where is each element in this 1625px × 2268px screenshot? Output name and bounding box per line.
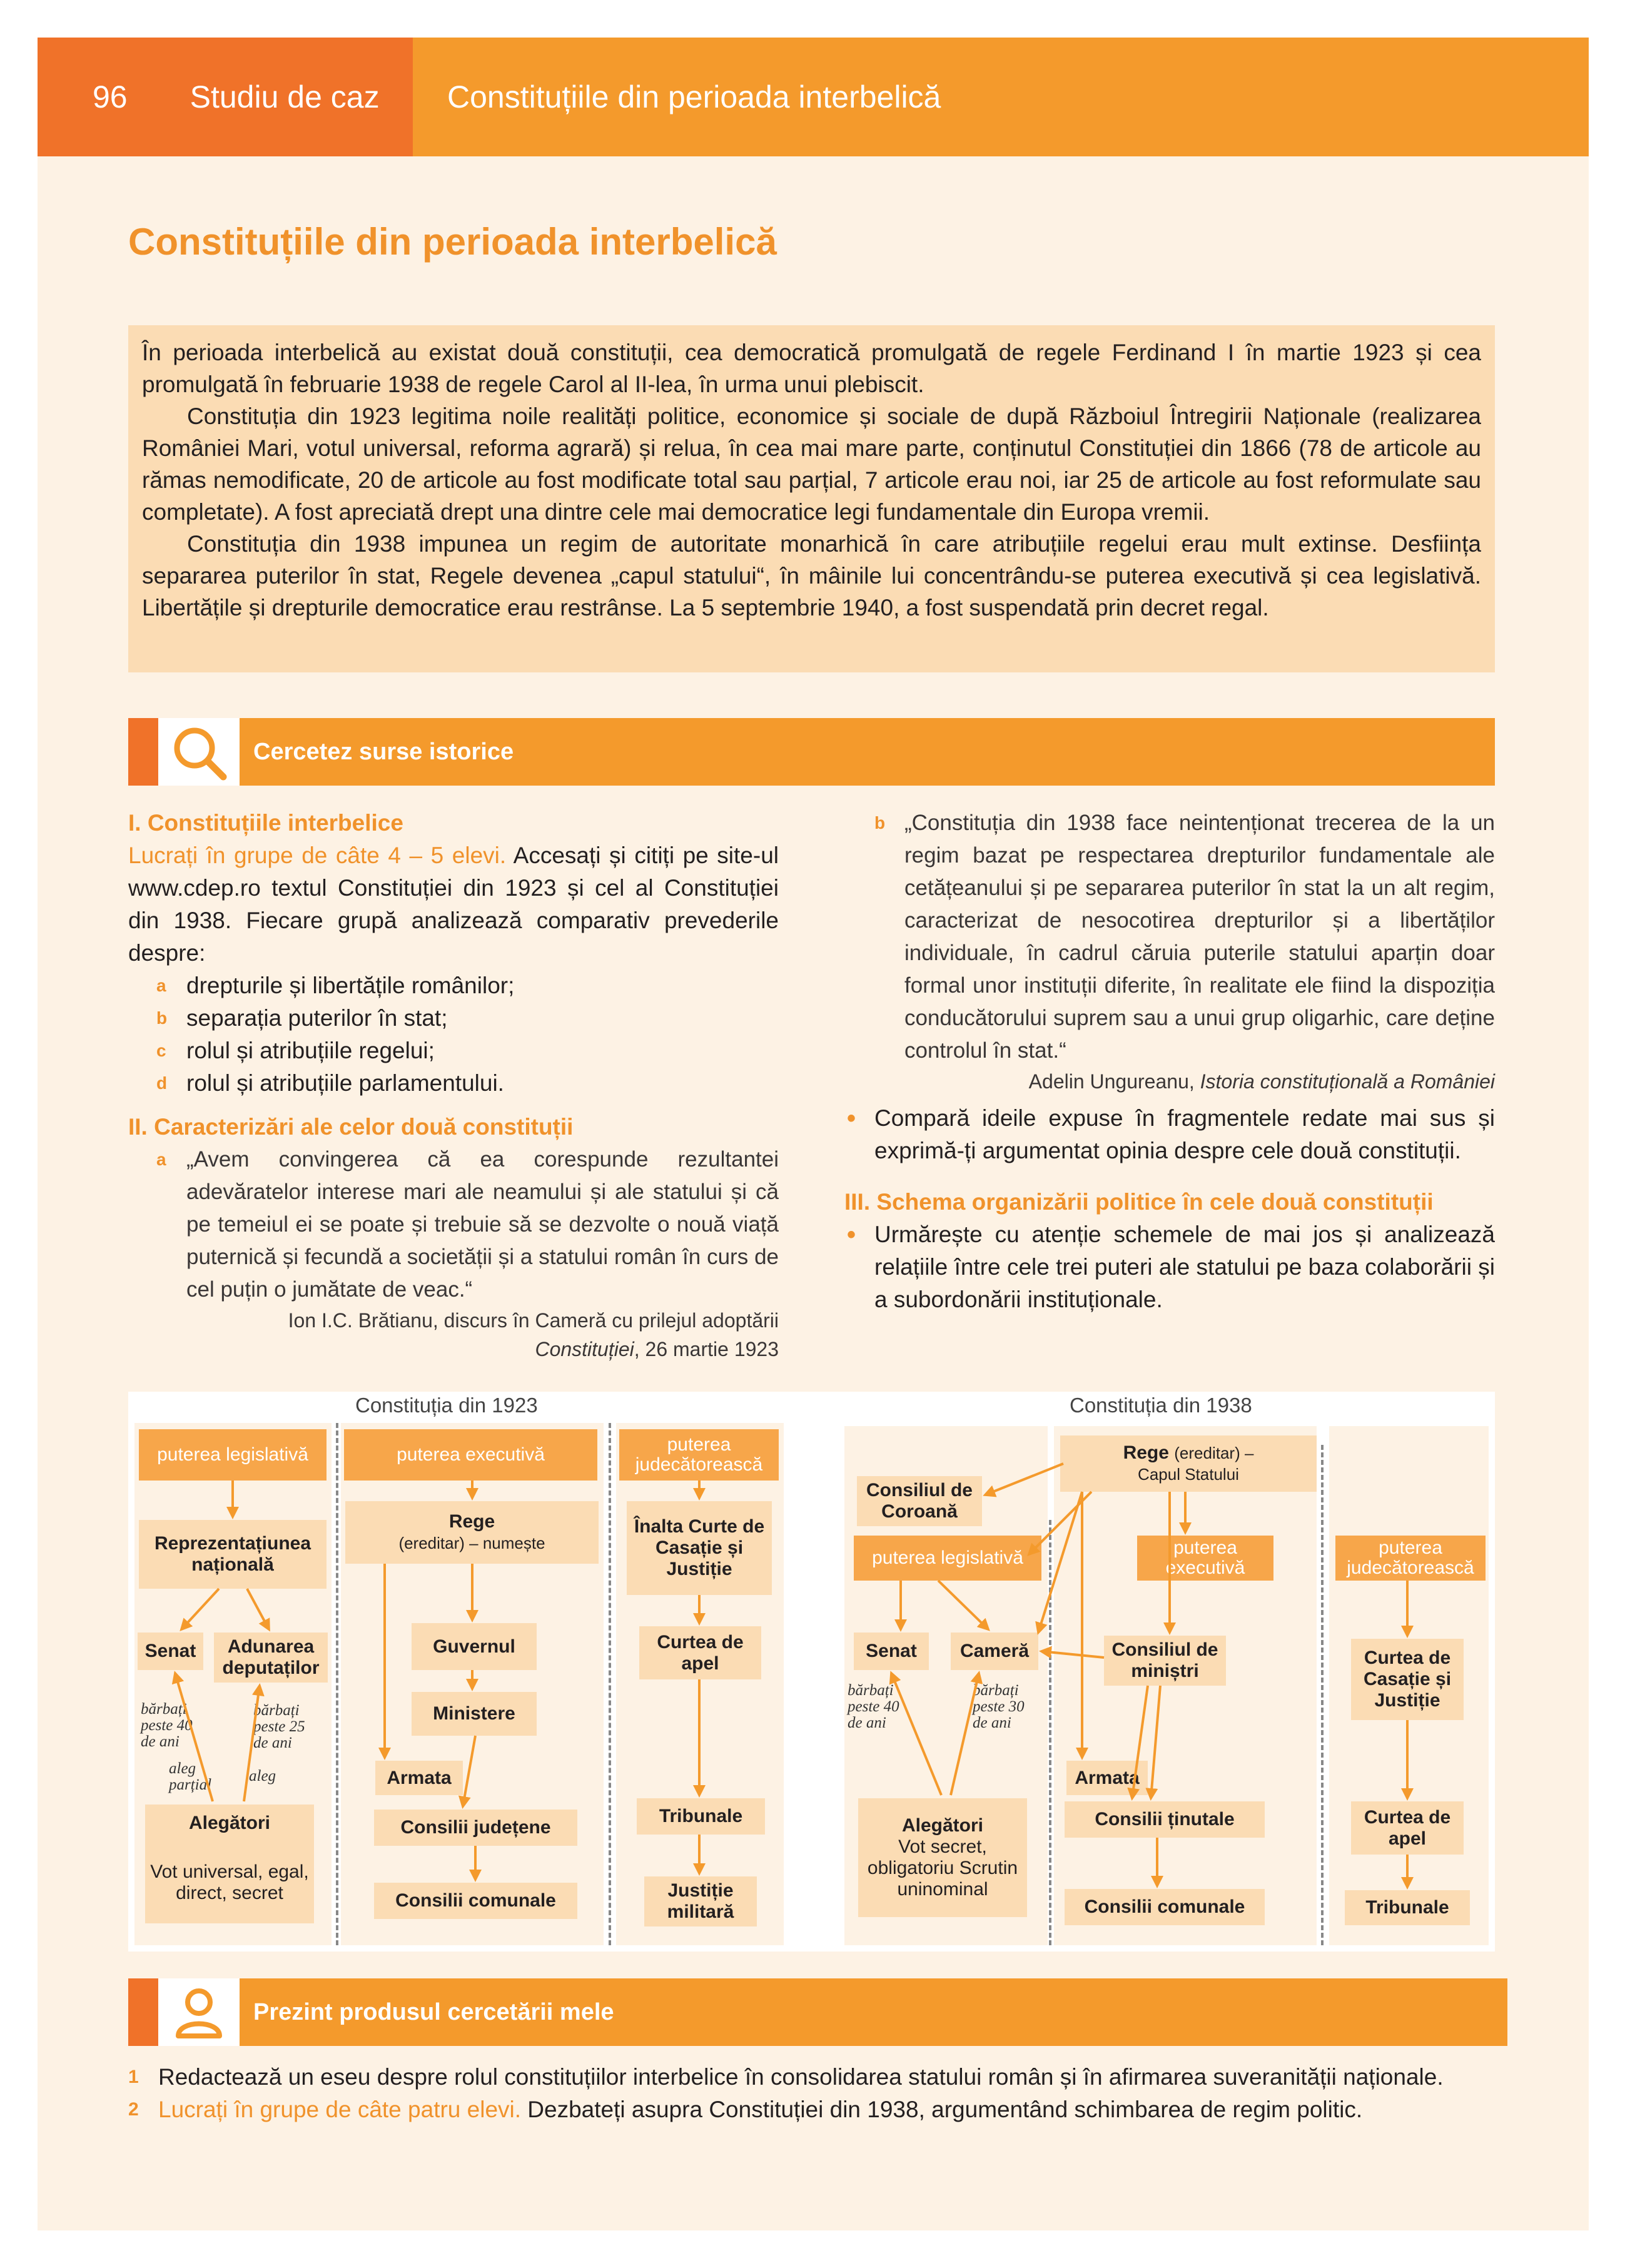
diagram-1938-consilii-tinutale: Consilii ținutale bbox=[1065, 1801, 1265, 1838]
list-item: b separația puterilor în stat; bbox=[156, 1005, 448, 1031]
diagram-1923-senat-note: bărbați peste 40 de ani bbox=[141, 1701, 193, 1750]
quote-b-text: „Constituția din 1938 face neintenționat trecerea de la un regim bazat pe respectarea drepturilor fundamentale ale cetățeanului și pe separarea puterilor în stat la un alt regim, caracterizat de nesocotirea drepturilor și a libertăților individuale, în cadrul căruia puterile statului aparțin doar formal unor instituții diferite, în realitate ele fiind la dispoziția conducătorului suprem sau a unui grup oligarhic, care deține controlul în stat.“ bbox=[904, 811, 1495, 1063]
present-band bbox=[128, 1978, 1507, 2046]
diagram-1938-executive-header: puterea executivă bbox=[1137, 1536, 1273, 1581]
intro-p3: Constituția din 1938 impunea un regim de autoritate monarhică în care atribuțiile regelui erau mult extinse. Desființa separarea puterilor în stat, Regele devenea „capul statului“, în mâinile lui concentrându-se puterea executivă și cea legislativă. Libertățile și drepturile democratice erau restrânse. La 5 septembrie 1940, a fost suspendată prin decret regal. bbox=[142, 531, 1481, 620]
diagram-1938-senat-note: bărbați peste 40 de ani bbox=[848, 1682, 899, 1731]
person-icon bbox=[158, 1978, 240, 2046]
diagram-1923-consilii-judetene: Consilii județene bbox=[374, 1810, 577, 1846]
section1-heading: I. Constituțiile interbelice bbox=[128, 810, 403, 836]
diagram-1923-justitie-militara: Justiție militară bbox=[644, 1876, 757, 1926]
diagram-1938-consiliul-coroana: Consiliul de Coroană bbox=[857, 1476, 982, 1526]
diagram-1938-senat: Senat bbox=[854, 1633, 929, 1670]
diagram-1923-aleg: aleg bbox=[249, 1768, 276, 1785]
diagram-1938-consilii-comunale: Consilii comunale bbox=[1065, 1889, 1265, 1925]
section3-heading: III. Schema organizării politice în cele două constituții bbox=[844, 1189, 1434, 1215]
diagram-1938-camera-note: bărbați peste 30 de ani bbox=[973, 1682, 1025, 1731]
diagram-1923-ministere: Ministere bbox=[412, 1692, 537, 1736]
task-item: 2 Lucrați în grupe de câte patru elevi. Dezbateți asupra Constituției din 1938, argumentând schimbarea de regim politic. bbox=[128, 2097, 1363, 2122]
quote-b: b „Constituția din 1938 face neintenționat trecerea de la un regim bazat pe respectarea drepturilor fundamentale ale cetățeanului și pe separarea puterilor în stat la un alt regim, caracterizat de nesocotirea drepturilor și a libertăților individuale, în cadrul căruia puterile statului aparțin doar formal unor instituții diferite, în realitate ele fiind la dispoziția conducătorului suprem sau a unui grup oligarhic, care deține controlul în stat.“ bbox=[874, 807, 1495, 1067]
list-item: c rolul și atribuțiile regelui; bbox=[156, 1038, 435, 1063]
diagram-1938-camera: Cameră bbox=[951, 1633, 1038, 1670]
section-label: Studiu de caz bbox=[190, 79, 380, 114]
list-item: a drepturile și libertățile românilor; bbox=[156, 973, 515, 998]
diagram-1923-legislative-header: puterea legislativă bbox=[139, 1429, 327, 1481]
diagram-1923-curtea-apel: Curtea de apel bbox=[639, 1626, 761, 1679]
diagram-1923-consilii-comunale: Consilii comunale bbox=[374, 1883, 577, 1919]
diagram-1923-adunarea-note: bărbați peste 25 de ani bbox=[253, 1702, 305, 1751]
chapter-label: Constituțiile din perioada interbelică bbox=[447, 79, 941, 114]
diagram-1923-adunarea: Adunarea deputaților bbox=[214, 1633, 328, 1683]
task-item: 1 Redactează un eseu despre rolul constituțiilor interbelice în consolidarea statului român și în afirmarea suveranității naționale. bbox=[128, 2064, 1444, 2090]
diagram-1923-rep-nationala: Reprezentațiunea națională bbox=[139, 1520, 327, 1589]
diagram-1923-vot: Vot universal, egal, direct, secret bbox=[145, 1842, 314, 1923]
quote-a: a „Avem convingerea că ea corespunde rezultantei adevăratelor interese mari ale neamului și ale statului și că pe temeiul ei se poate și trebuie să se dezvolte o nouă viață puternică și fecundă a societății și a statului român în curs de cel puțin o jumătate de veac.“ bbox=[156, 1143, 779, 1306]
diagram-1923-alegatori: Alegători bbox=[145, 1805, 314, 1842]
diagram-1938-judicial-header: puterea judecătorească bbox=[1335, 1536, 1486, 1581]
section1-instructions: Lucrați în grupe de câte 4 – 5 elevi. Accesați și citiți pe site-ul www.cdep.ro textul Constituției din 1923 și cel al Constituției din 1938. Fiecare grupă analizează comparativ prevederile despre: bbox=[128, 843, 779, 966]
page-title: Constituțiile din perioada interbelică bbox=[128, 221, 777, 263]
list-item: d rolul și atribuțiile parlamentului. bbox=[156, 1070, 504, 1096]
diagram-1923-executive-header: puterea executivă bbox=[344, 1429, 597, 1481]
diagram-1923-aleg-partial: aleg parțial bbox=[169, 1760, 212, 1793]
quote-b-source: Adelin Ungureanu, Istoria constituțională a României bbox=[1028, 1070, 1495, 1093]
diagram-1938-curtea-apel: Curtea de apel bbox=[1351, 1801, 1464, 1855]
diagram-1923-tribunale: Tribunale bbox=[637, 1798, 765, 1835]
diagram-1938-consiliul-ministri: Consiliul de miniștri bbox=[1104, 1636, 1226, 1686]
diagram-1938-curtea-casatie: Curtea de Casație și Justiție bbox=[1351, 1639, 1464, 1720]
diagram-1923-inalta-curte: Înalta Curte de Casație și Justiție bbox=[627, 1501, 772, 1595]
tasks-list bbox=[128, 2061, 1498, 2126]
intro-p2: Constituția din 1923 legitima noile realități politice, economice și sociale de după Războiul Întregirii Naționale (realizarea României Mari, votul universal, reforma agrară) și relua, în cea mai mare parte, conținutul Constituției din 1866 (78 de articole au rămas nemodificate, 20 de articole au fost modificate total sau parțial, 7 articole erau noi, iar 25 de articole au fost reformulate sau completate). A fost apreciată drept una dintre cele mai democratice legi fundamentale din Europa vremii. bbox=[142, 403, 1481, 525]
intro-p1: În perioada interbelică au existat două constituții, cea democratică promulgată de regele Ferdinand I în martie 1923 și cea promulgată în februarie 1938 de regele Carol al II-lea, în urma unui plebiscit. bbox=[142, 340, 1481, 397]
diagram-1923-armata: Armata bbox=[375, 1761, 463, 1795]
diagram-1923-senat: Senat bbox=[138, 1633, 203, 1670]
section3-bullet: • Urmărește cu atenție schemele de mai jos și analizează relațiile între cele trei puteri ale statului pe baza colaborării și a subordonării instituționale. bbox=[847, 1221, 1495, 1312]
quote-a-text: „Avem convingerea că ea corespunde rezultantei adevăratelor interese mari ale neamului și ale statului și că pe temeiul ei se poate și trebuie să se dezvolte o nouă viață puternică și fecundă a societății și a statului român în curs de cel puțin o jumătate de veac.“ bbox=[186, 1147, 779, 1302]
diagram-1938-tribunale: Tribunale bbox=[1345, 1890, 1470, 1925]
present-band-label: Prezint produsul cercetării mele bbox=[253, 1999, 614, 2025]
diagram-1923-rege: Rege (ereditar) – numește bbox=[345, 1501, 599, 1564]
section2-bullet: • Compară ideile expuse în fragmentele redate mai sus și exprimă-ți argumentat opinia despre cele două constituții. bbox=[847, 1105, 1495, 1163]
research-band-label: Cercetez surse istorice bbox=[253, 739, 514, 765]
diagram-1923-judicial-header: puterea judecătorească bbox=[619, 1429, 779, 1481]
quote-a-source: Ion I.C. Brătianu, discurs în Cameră cu prilejul adoptării Constituției, 26 martie 1923 bbox=[288, 1309, 779, 1360]
diagram-1938-rege: Rege (ereditar) – Capul Statului bbox=[1060, 1435, 1317, 1492]
diagram-1938-legislative-header: puterea legislativă bbox=[854, 1536, 1041, 1581]
diagram-1923-title: Constituția din 1923 bbox=[355, 1394, 538, 1417]
diagram-1923-guvernul: Guvernul bbox=[412, 1623, 537, 1670]
page-number: 96 bbox=[93, 79, 128, 114]
diagram-1938-alegatori: Alegători Vot secret, obligatoriu Scrutin uninominal bbox=[858, 1798, 1027, 1917]
diagram-1938-armata: Armata bbox=[1066, 1761, 1148, 1795]
diagram-1938-title: Constituția din 1938 bbox=[1070, 1394, 1252, 1417]
section2-heading: II. Caracterizări ale celor două constituții bbox=[128, 1114, 574, 1140]
